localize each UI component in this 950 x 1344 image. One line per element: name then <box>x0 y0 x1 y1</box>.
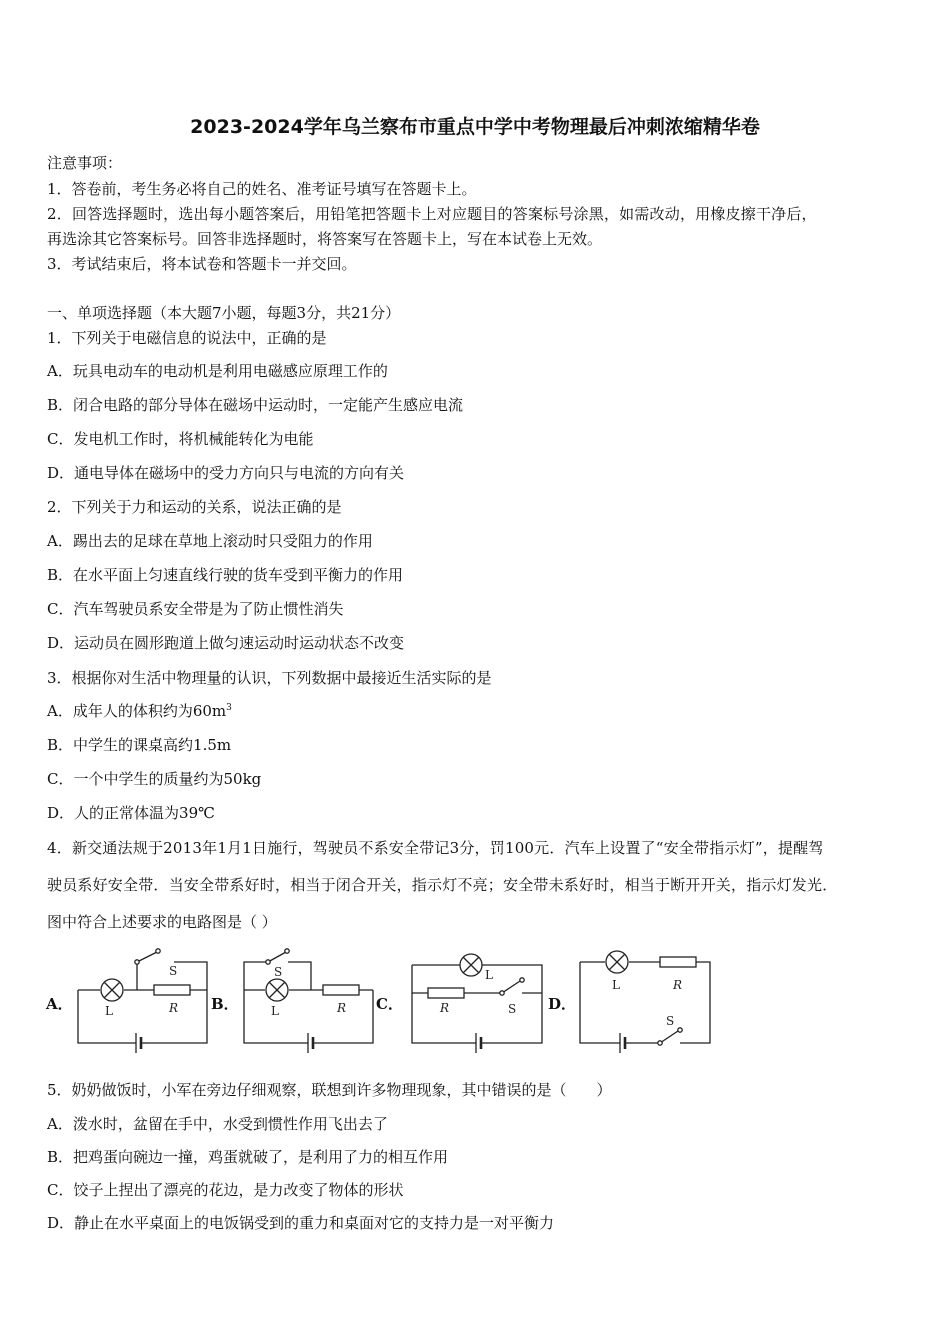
note-2b: 再选涂其它答案标号。回答非选择题时，将答案写在答题卡上，写在本试卷上无效。 <box>47 230 603 248</box>
section-heading: 一、单项选择题（本大题7小题，每题3分，共21分） <box>47 304 401 322</box>
note-2a: 2．回答选择题时，选出每小题答案后，用铅笔把答题卡上对应题目的答案标号涂黑，如需改动，用橡皮擦干净后， <box>47 205 817 223</box>
notes-heading: 注意事项： <box>47 154 123 172</box>
q2-option-d: D．运动员在圆形跑道上做匀速运动时运动状态不改变 <box>47 634 405 652</box>
q3-option-a: A．成年人的体积约为$60m^3$ <box>47 702 232 720</box>
switch-label: S <box>169 964 178 978</box>
switch-label: S <box>666 1014 675 1028</box>
resistor-label: R <box>169 1001 179 1015</box>
q5-option-b: B．把鸡蛋向碗边一撞，鸡蛋就破了，是利用了力的相互作用 <box>47 1148 449 1166</box>
q4-stem-line1: 4．新交通法规于2013年1月1日施行，驾驶员不系安全带记3分，罚100元．汽车上设置了“安全带指示灯”，提醒驾 <box>47 839 824 857</box>
q2-option-b: B．在水平面上匀速直线行驶的货车受到平衡力的作用 <box>47 566 404 584</box>
note-3: 3．考试结束后，将本试卷和答题卡一并交回。 <box>47 255 357 273</box>
q5-option-c: C．饺子上捏出了漂亮的花边，是力改变了物体的形状 <box>47 1181 404 1199</box>
q2-option-c: C．汽车驾驶员系安全带是为了防止惯性消失 <box>47 600 344 618</box>
switch-label: S <box>274 965 283 979</box>
q1-stem: 1．下列关于电磁信息的说法中，正确的是 <box>47 329 327 347</box>
q1-option-c: C．发电机工作时，将机械能转化为电能 <box>47 430 314 448</box>
q1-option-d: D．通电导体在磁场中的受力方向只与电流的方向有关 <box>47 464 405 482</box>
page-title: 2023-2024学年乌兰察布市重点中学中考物理最后冲刺浓缩精华卷 <box>190 116 760 138</box>
q1-option-b: B．闭合电路的部分导体在磁场中运动时，一定能产生感应电流 <box>47 396 464 414</box>
q3-option-d: D．人的正常体温为39℃ <box>47 804 215 822</box>
q4-option-b-label: B． <box>211 995 239 1013</box>
circuit-diagram-b <box>238 945 378 1060</box>
q4-stem-line3: 图中符合上述要求的电路图是（ ） <box>47 913 277 931</box>
q4-option-c-label: C． <box>376 995 403 1013</box>
q2-stem: 2．下列关于力和运动的关系，说法正确的是 <box>47 498 342 516</box>
lamp-label: L <box>271 1004 279 1018</box>
q5-option-a: A．泼水时，盆留在手中，水受到惯性作用飞出去了 <box>47 1115 388 1133</box>
q5-stem: 5．奶奶做饭时，小军在旁边仔细观察，联想到许多物理现象，其中错误的是（ ） <box>47 1081 612 1099</box>
q5-option-d: D．静止在水平桌面上的电饭锅受到的重力和桌面对它的支持力是一对平衡力 <box>47 1214 555 1232</box>
lamp-label: L <box>485 968 493 982</box>
q1-option-a: A．玩具电动车的电动机是利用电磁感应原理工作的 <box>47 362 388 380</box>
note-1: 1．答卷前，考生务必将自己的姓名、准考证号填写在答题卡上。 <box>47 180 477 198</box>
resistor-label: R <box>337 1001 347 1015</box>
q3-option-b: B．中学生的课桌高约1.5m <box>47 736 232 754</box>
q4-stem-line2: 驶员系好安全带．当安全带系好时，相当于闭合开关，指示灯不亮；安全带未系好时，相当于断开开关，指示灯发光． <box>47 876 838 894</box>
q4-option-d-label: D． <box>548 995 577 1013</box>
circuit-diagram-c <box>406 945 548 1060</box>
resistor-label: R <box>440 1001 450 1015</box>
circuit-diagram-d <box>576 945 718 1060</box>
q4-option-a-label: A． <box>46 995 73 1013</box>
switch-label: S <box>508 1002 517 1016</box>
q3-option-c: C．一个中学生的质量约为50kg <box>47 770 262 788</box>
q2-option-a: A．踢出去的足球在草地上滚动时只受阻力的作用 <box>47 532 373 550</box>
q3-stem: 3．根据你对生活中物理量的认识，下列数据中最接近生活实际的是 <box>47 669 492 687</box>
lamp-label: L <box>105 1004 113 1018</box>
lamp-label: L <box>612 978 620 992</box>
resistor-label: R <box>673 978 683 992</box>
circuit-diagram-a <box>72 945 212 1060</box>
